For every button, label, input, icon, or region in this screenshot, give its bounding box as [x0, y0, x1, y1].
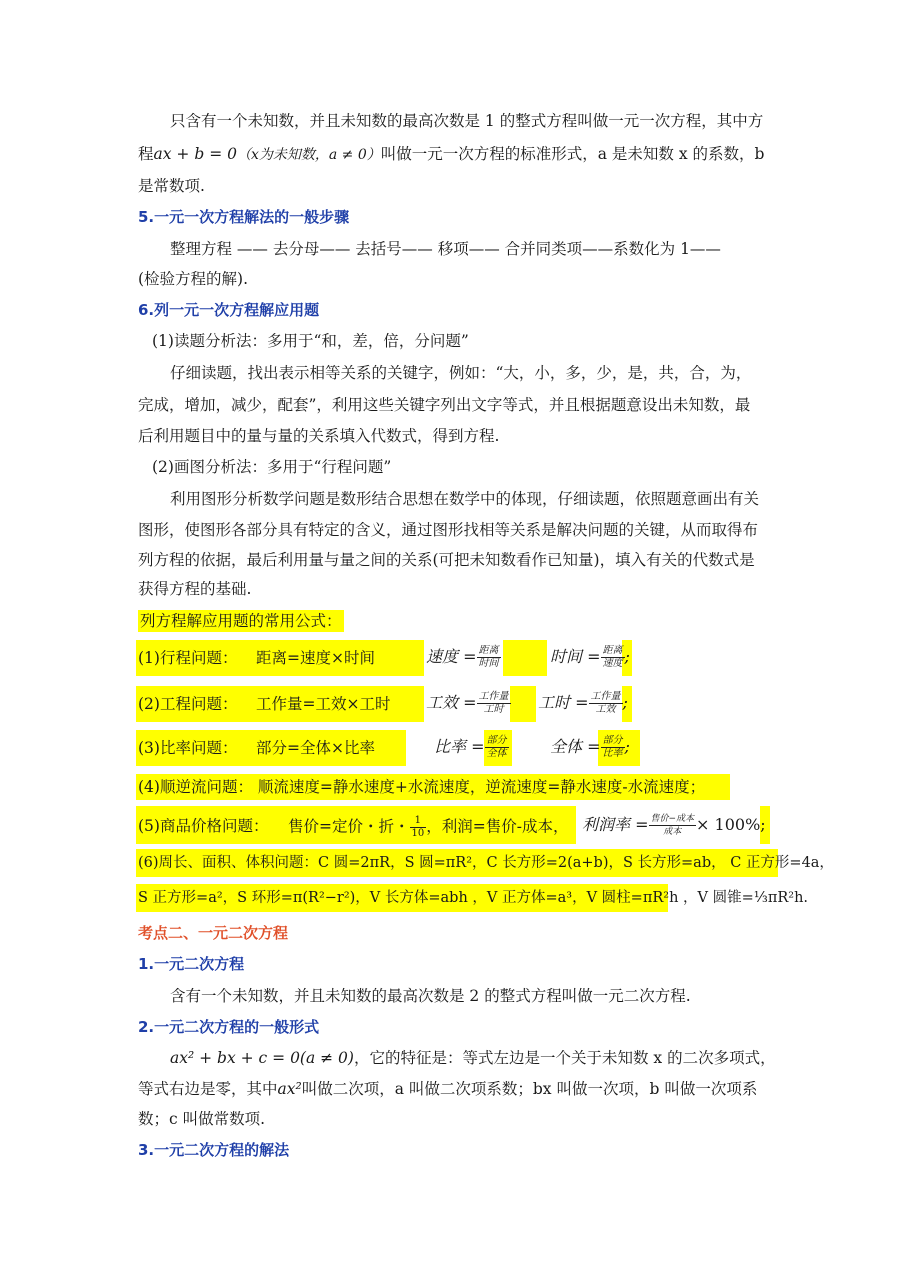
para-line: 完成，增加，减少，配套”，利用这些关键字列出文字等式，并且根据题意设出未知数，最 — [138, 396, 751, 414]
numerator: 1 — [410, 815, 427, 828]
fraction — [410, 815, 427, 840]
topic-heading: 考点二、一元二次方程 — [138, 924, 289, 942]
formula-fraction — [582, 812, 766, 838]
formula-label: (3)比率问题： — [138, 739, 238, 757]
text: 等式右边是零，其中 — [138, 1080, 278, 1098]
section-heading: 5.一元一次方程解法的一般步骤 — [138, 208, 350, 226]
fraction — [589, 691, 623, 716]
fraction-lhs: 工时 = — [538, 693, 589, 712]
para-line: 列方程的依据，最后利用量与量之间的关系(可把未知数看作已知量)，填入有关的代数式是 — [138, 551, 755, 569]
fraction-lhs: 工效 = — [426, 693, 477, 712]
highlight-box — [510, 686, 536, 722]
formula-line: (4)顺逆流问题： 顺流速度=静水速度+水流速度，逆流速度=静水速度-水流速度； — [138, 778, 706, 796]
formula-equation: 工作量=工效×工时 — [256, 695, 391, 713]
numerator: 工作量 — [478, 691, 509, 702]
para-line: 整理方程 —— 去分母—— 去括号—— 移项—— 合并同类项——系数化为 1—— — [170, 240, 721, 258]
formula-fraction — [426, 690, 511, 716]
fraction — [477, 691, 511, 716]
para-line: 获得方程的基础. — [138, 580, 252, 598]
formula-fraction — [550, 734, 630, 760]
highlight-box — [503, 640, 547, 676]
text: ，它的特征是：等式左边是一个关于未知数 x 的二次多项式， — [353, 1049, 776, 1067]
denominator: 比率 — [602, 748, 623, 759]
formula-label: (1)行程问题： — [138, 649, 238, 667]
numerator: 售价−成本 — [650, 814, 695, 824]
denominator: 时间 — [478, 658, 499, 669]
denominator: 工时 — [483, 704, 504, 715]
formula-line: S 正方形=a²，S 环形=π(R²−r²)，V 长方体=abh ，V 正方体=a³，V 圆柱=πR²h ，V 圆锥=⅓πR²h. — [138, 890, 809, 906]
fraction — [485, 735, 509, 760]
fraction — [649, 813, 697, 838]
fraction-lhs: 速度 = — [426, 647, 477, 666]
formula-fraction — [538, 690, 628, 716]
para-line — [138, 143, 764, 166]
punctuation: ; — [624, 647, 630, 666]
section-heading: 2.一元二次方程的一般形式 — [138, 1018, 320, 1036]
formula-equation: 部分=全体×比率 — [256, 739, 375, 757]
section-heading: 1.一元二次方程 — [138, 955, 245, 973]
math-expression: ax + b = 0 — [153, 145, 237, 163]
denominator: 全体 — [486, 748, 507, 759]
numerator: 工作量 — [590, 691, 621, 702]
formula-fraction — [434, 734, 509, 760]
fraction-lhs: 比率 = — [434, 737, 485, 756]
numerator: 距离 — [602, 645, 623, 656]
fraction-lhs: 全体 = — [550, 737, 601, 756]
text: 叫做一元一次方程的标准形式，a 是未知数 x 的系数，b — [380, 145, 765, 163]
denominator: 成本 — [663, 827, 682, 837]
formula-label: (5)商品价格问题： — [138, 817, 269, 835]
method-title: (1)读题分析法：多用于“和，差，倍，分问题” — [152, 332, 469, 350]
para-line: 图形，使图形各部分具有特定的含义，通过图形找相等关系是解决问题的关键，从而取得布 — [138, 521, 759, 539]
punctuation: ; — [622, 693, 628, 712]
method-title: (2)画图分析法：多用于“行程问题” — [152, 458, 392, 476]
numerator: 部分 — [486, 735, 507, 746]
para-line: 只含有一个未知数，并且未知数的最高次数是 1 的整式方程叫做一元一次方程，其中方 — [170, 112, 764, 130]
formula-equation — [288, 815, 568, 840]
formulas-title: 列方程解应用题的常用公式： — [140, 612, 342, 630]
section-heading: 3.一元二次方程的解法 — [138, 1141, 290, 1159]
fraction — [477, 645, 501, 670]
text: 叫做二次项，a 叫做二次项系数；bx 叫做一次项，b 叫做一次项系 — [301, 1080, 758, 1098]
denominator: 工效 — [595, 704, 616, 715]
fraction — [601, 735, 625, 760]
text: ，利润=售价-成本， — [426, 817, 569, 836]
para-line: 数；c 叫做常数项. — [138, 1110, 266, 1128]
formula-equation: 距离=速度×时间 — [256, 649, 375, 667]
numerator: 距离 — [478, 645, 499, 656]
para-line: 含有一个未知数，并且未知数的最高次数是 2 的整式方程叫做一元二次方程. — [170, 987, 691, 1005]
denominator: 速度 — [602, 658, 623, 669]
para-line: 仔细读题，找出表示相等关系的关键字，例如：“大，小，多，少，是，共，合，为， — [170, 364, 752, 382]
para-line: 利用图形分析数学问题是数形结合思想在数学中的体现，仔细读题，依照题意画出有关 — [170, 490, 760, 508]
fraction — [601, 645, 625, 670]
para-line: (检验方程的解). — [138, 270, 249, 288]
formula-label: (2)工程问题： — [138, 695, 238, 713]
numerator: 部分 — [602, 735, 623, 746]
para-line: 后利用题目中的量与量的关系填入代数式，得到方程. — [138, 427, 500, 445]
text: × 100%; — [696, 815, 766, 834]
para-line — [138, 1078, 757, 1100]
para-line — [170, 1047, 776, 1069]
formula-line: (6)周长、面积、体积问题：C 圆=2πR，S 圆=πR²，C 长方形=2(a+b)，S 长方形=ab， C 正方形=4a， — [138, 855, 834, 871]
formula-fraction — [426, 644, 501, 670]
math-expression: ax² — [277, 1080, 302, 1098]
denominator: 10 — [411, 828, 425, 839]
fraction-lhs: 利润率 = — [582, 815, 649, 834]
fraction-lhs: 时间 = — [550, 647, 601, 666]
text: 程 — [138, 145, 154, 163]
math-expression: ax² + bx + c = 0(a ≠ 0) — [170, 1049, 354, 1067]
section-heading: 6.列一元一次方程解应用题 — [138, 301, 320, 319]
text: 售价=定价・折・ — [288, 817, 410, 836]
punctuation: ; — [624, 737, 630, 756]
formula-fraction — [550, 644, 630, 670]
para-line: 是常数项. — [138, 177, 205, 195]
math-condition: （x为未知数，a ≠ 0） — [236, 147, 381, 163]
